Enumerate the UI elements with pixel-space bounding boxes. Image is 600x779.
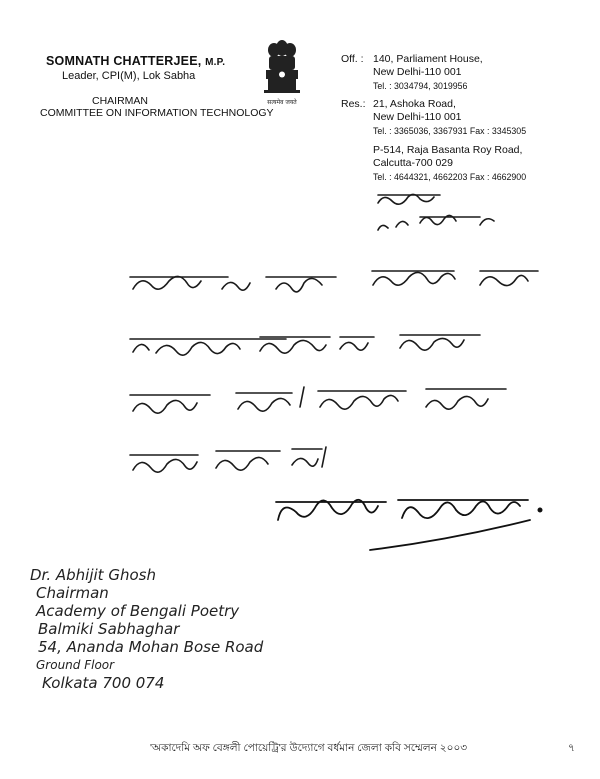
sender-name-suffix: M.P. [205,57,226,68]
office-telephone: Tel. : 3034794, 3019956 [373,81,468,91]
emblem-caption: सत्यमेव जयते [267,99,297,106]
page-number: ৭ [568,742,575,754]
footer-caption: 'অকাদেমি অফ বেঙ্গলী পোয়েট্রি'র উদ্যোগে বর্ধমান জেলা কবি সম্মেলন ২০০৩ [150,742,468,754]
sender-name [46,54,225,68]
office-label: Off. : [341,53,364,65]
sender-chairman-title: CHAIRMAN [92,95,149,107]
addressee-line: Academy of Bengali Poetry [36,602,240,620]
calcutta-address-line: Calcutta-700 029 [373,157,453,169]
addressee-line: Dr. Abhijit Ghosh [30,566,156,584]
sender-name-text: SOMNATH CHATTERJEE, [46,54,202,68]
calcutta-address-line: P-514, Raja Basanta Roy Road, [373,144,523,156]
residence-label: Res.: [341,98,366,110]
signature [270,480,560,560]
national-emblem-icon [258,38,306,108]
sender-role: Leader, CPI(M), Lok Sabha [62,70,196,82]
office-address-line: New Delhi-110 001 [373,66,462,78]
calcutta-telephone: Tel. : 4644321, 4662203 Fax : 4662900 [373,172,527,182]
residence-telephone: Tel. : 3365036, 3367931 Fax : 3345305 [373,126,527,136]
sender-committee: COMMITTEE ON INFORMATION TECHNOLOGY [40,107,274,119]
addressee-line: Ground Floor [36,658,115,672]
residence-address-line: 21, Ashoka Road, [373,98,456,110]
office-address-line: 140, Parliament House, [373,53,483,65]
addressee-line: Balmiki Sabhaghar [38,620,180,638]
addressee-line: Kolkata 700 074 [42,674,165,692]
addressee-block [30,566,263,692]
addressee-line: 54, Ananda Mohan Bose Road [38,638,264,656]
residence-address-line: New Delhi-110 001 [373,111,462,123]
addressee-line: Chairman [36,584,109,602]
